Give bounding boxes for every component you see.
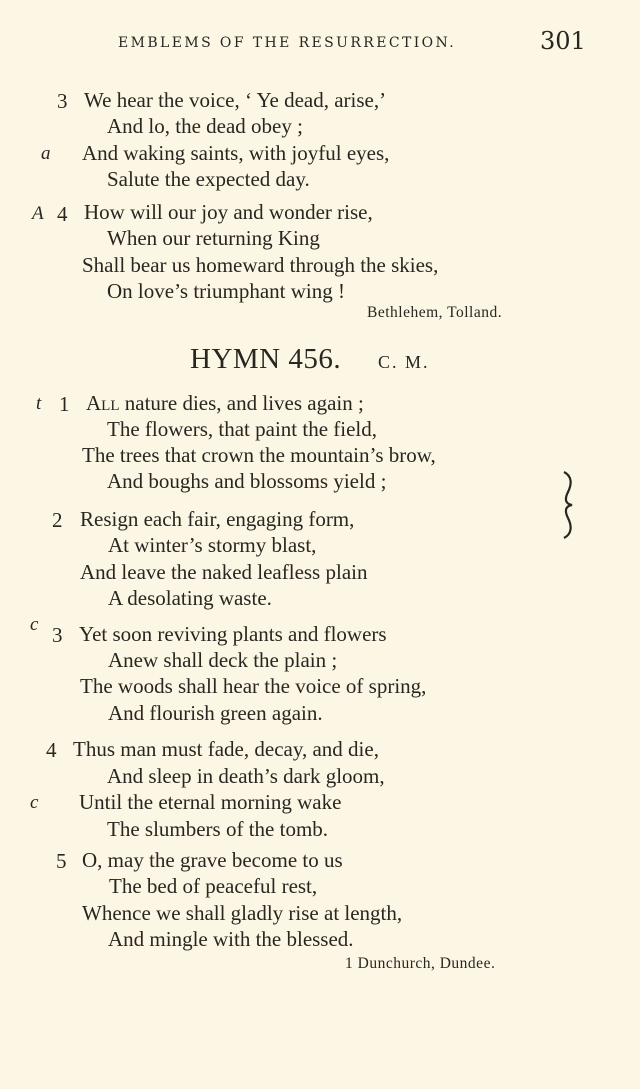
tune-names: 1 Dunchurch, Dundee. — [345, 955, 496, 972]
brace-mark — [558, 470, 586, 540]
verse-line: The woods shall hear the voice of spring, — [80, 674, 427, 698]
page-number: 301 — [540, 27, 586, 55]
verse-line: Resign each fair, engaging form, — [80, 507, 355, 531]
verse-line: How will our joy and wonder rise, — [84, 200, 373, 224]
verse-line-rest: nature dies, and lives again ; — [119, 391, 364, 415]
verse-line: Salute the expected day. — [107, 167, 310, 191]
verse-line: Anew shall deck the plain ; — [108, 648, 338, 672]
verse-line: And leave the naked leafless plain — [80, 560, 368, 584]
verse-line: The slumbers of the tomb. — [107, 817, 329, 841]
dynamic-mark: a — [41, 143, 51, 164]
tune-names: Bethlehem, Tolland. — [367, 304, 503, 321]
verse-line: And waking saints, with joyful eyes, — [82, 141, 390, 165]
verse-line: Thus man must fade, decay, and die, — [73, 737, 379, 761]
verse-line: Shall bear us homeward through the skies, — [82, 253, 439, 277]
stanza-number: 3 — [57, 89, 68, 113]
verse-line: And sleep in death’s dark gloom, — [107, 764, 385, 788]
dynamic-mark: c — [30, 792, 39, 813]
verse-line: A desolating waste. — [108, 586, 272, 610]
dynamic-mark: A — [32, 203, 44, 224]
verse-line: On love’s triumphant wing ! — [107, 279, 345, 303]
verse-line: When our returning King — [107, 226, 320, 250]
stanza-number: 5 — [56, 849, 67, 873]
running-title: EMBLEMS OF THE RESURRECTION. — [118, 35, 457, 51]
verse-line: Until the eternal morning wake — [79, 790, 342, 814]
verse-line: Yet soon reviving plants and flowers — [79, 622, 387, 646]
dynamic-mark: c — [30, 614, 39, 635]
verse-line: And mingle with the blessed. — [108, 927, 354, 951]
stanza-number: 1 — [59, 392, 70, 416]
verse-line: The trees that crown the mountain’s brow, — [82, 443, 436, 467]
hymn-meter: C. M. — [378, 352, 430, 372]
stanza-number: 4 — [46, 738, 57, 762]
verse-line: O, may the grave become to us — [82, 848, 343, 872]
stanza-number: 2 — [52, 508, 63, 532]
verse-line: We hear the voice, ‘ Ye dead, arise,’ — [84, 88, 387, 112]
verse-line: The flowers, that paint the field, — [107, 417, 377, 441]
stanza-number: 4 — [57, 202, 68, 226]
verse-line: Whence we shall gladly rise at length, — [82, 901, 403, 925]
verse-line: At winter’s stormy blast, — [108, 533, 317, 557]
verse-line — [86, 390, 364, 416]
verse-line: The bed of peaceful rest, — [109, 874, 318, 898]
hymn-title: HYMN 456. — [190, 343, 342, 375]
verse-line: And flourish green again. — [108, 701, 323, 725]
stanza-number: 3 — [52, 623, 63, 647]
verse-line: And lo, the dead obey ; — [107, 114, 303, 138]
dynamic-mark: t — [36, 393, 42, 414]
first-word: All — [86, 391, 120, 415]
verse-line: And boughs and blossoms yield ; — [107, 469, 387, 493]
